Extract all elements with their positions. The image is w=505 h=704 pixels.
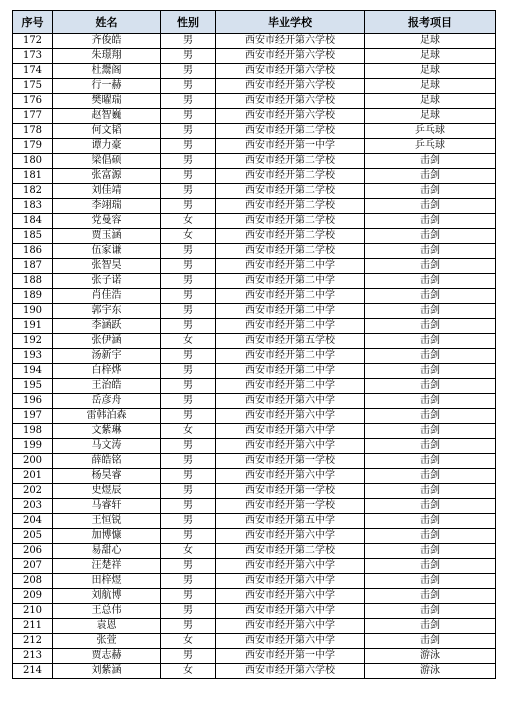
cell-seq: 188 [13, 274, 53, 289]
cell-gender: 男 [161, 304, 216, 319]
cell-event: 乒乓球 [365, 139, 496, 154]
table-row [13, 529, 496, 544]
cell-name: 王总伟 [53, 604, 161, 619]
cell-school: 西安市经开第六中学 [216, 619, 365, 634]
cell-seq: 196 [13, 394, 53, 409]
cell-gender: 男 [161, 379, 216, 394]
cell-gender: 男 [161, 559, 216, 574]
header-gender: 性别 [161, 11, 216, 34]
table-row [13, 544, 496, 559]
cell-gender: 男 [161, 169, 216, 184]
cell-name: 赵智巍 [53, 109, 161, 124]
cell-gender: 男 [161, 529, 216, 544]
table-row [13, 229, 496, 244]
cell-event: 击剑 [365, 199, 496, 214]
cell-name: 杜鬶阁 [53, 64, 161, 79]
cell-name: 朱璟翔 [53, 49, 161, 64]
cell-school: 西安市经开第二学校 [216, 184, 365, 199]
cell-school: 西安市经开第二中学 [216, 349, 365, 364]
cell-school: 西安市经开第二中学 [216, 379, 365, 394]
cell-gender: 男 [161, 439, 216, 454]
cell-name: 刘佳靖 [53, 184, 161, 199]
cell-school: 西安市经开第二中学 [216, 289, 365, 304]
cell-school: 西安市经开第一学校 [216, 454, 365, 469]
table-row [13, 619, 496, 634]
cell-gender: 男 [161, 604, 216, 619]
cell-name: 杨昊睿 [53, 469, 161, 484]
cell-event: 击剑 [365, 214, 496, 229]
cell-seq: 199 [13, 439, 53, 454]
cell-event: 击剑 [365, 379, 496, 394]
cell-seq: 172 [13, 34, 53, 49]
cell-name: 张子诺 [53, 274, 161, 289]
table-row [13, 34, 496, 49]
cell-school: 西安市经开第六学校 [216, 49, 365, 64]
cell-seq: 198 [13, 424, 53, 439]
cell-event: 击剑 [365, 304, 496, 319]
cell-name: 王治皓 [53, 379, 161, 394]
cell-school: 西安市经开第一中学 [216, 649, 365, 664]
cell-school: 西安市经开第六学校 [216, 664, 365, 679]
table-row [13, 589, 496, 604]
cell-gender: 男 [161, 184, 216, 199]
cell-school: 西安市经开第二学校 [216, 154, 365, 169]
cell-school: 西安市经开第六中学 [216, 559, 365, 574]
cell-gender: 男 [161, 589, 216, 604]
cell-name: 梁倡硕 [53, 154, 161, 169]
cell-gender: 男 [161, 484, 216, 499]
table-row [13, 199, 496, 214]
cell-event: 击剑 [365, 529, 496, 544]
cell-event: 足球 [365, 34, 496, 49]
cell-gender: 男 [161, 454, 216, 469]
cell-school: 西安市经开第六学校 [216, 79, 365, 94]
cell-name: 张萱 [53, 634, 161, 649]
cell-seq: 193 [13, 349, 53, 364]
table-row [13, 634, 496, 649]
cell-gender: 女 [161, 664, 216, 679]
table-row [13, 319, 496, 334]
cell-seq: 210 [13, 604, 53, 619]
table-row [13, 394, 496, 409]
cell-seq: 181 [13, 169, 53, 184]
cell-name: 白梓烨 [53, 364, 161, 379]
cell-event: 击剑 [365, 634, 496, 649]
cell-event: 击剑 [365, 574, 496, 589]
cell-name: 党曼容 [53, 214, 161, 229]
cell-seq: 202 [13, 484, 53, 499]
cell-gender: 男 [161, 109, 216, 124]
cell-seq: 214 [13, 664, 53, 679]
cell-event: 击剑 [365, 259, 496, 274]
cell-gender: 女 [161, 334, 216, 349]
cell-seq: 190 [13, 304, 53, 319]
cell-name: 李翊瑞 [53, 199, 161, 214]
cell-name: 田梓煜 [53, 574, 161, 589]
table-row [13, 214, 496, 229]
cell-name: 岳彦舟 [53, 394, 161, 409]
table-row [13, 409, 496, 424]
cell-gender: 男 [161, 34, 216, 49]
cell-event: 击剑 [365, 559, 496, 574]
cell-event: 击剑 [365, 514, 496, 529]
cell-seq: 179 [13, 139, 53, 154]
cell-seq: 177 [13, 109, 53, 124]
cell-school: 西安市经开第二中学 [216, 259, 365, 274]
cell-seq: 185 [13, 229, 53, 244]
cell-gender: 男 [161, 469, 216, 484]
enrollment-sheet [12, 10, 495, 679]
cell-event: 击剑 [365, 439, 496, 454]
cell-gender: 男 [161, 274, 216, 289]
cell-event: 击剑 [365, 154, 496, 169]
cell-seq: 207 [13, 559, 53, 574]
cell-gender: 女 [161, 544, 216, 559]
cell-name: 肖佳浩 [53, 289, 161, 304]
cell-seq: 209 [13, 589, 53, 604]
cell-event: 击剑 [365, 244, 496, 259]
cell-name: 薛皓铭 [53, 454, 161, 469]
cell-event: 击剑 [365, 484, 496, 499]
cell-name: 张富源 [53, 169, 161, 184]
cell-seq: 203 [13, 499, 53, 514]
cell-seq: 175 [13, 79, 53, 94]
cell-gender: 男 [161, 259, 216, 274]
cell-gender: 男 [161, 514, 216, 529]
header-school: 毕业学校 [216, 11, 365, 34]
cell-event: 击剑 [365, 469, 496, 484]
cell-name: 加博慷 [53, 529, 161, 544]
cell-seq: 195 [13, 379, 53, 394]
cell-event: 击剑 [365, 349, 496, 364]
header-event: 报考项目 [365, 11, 496, 34]
cell-seq: 187 [13, 259, 53, 274]
table-row [13, 349, 496, 364]
table-row [13, 154, 496, 169]
cell-event: 击剑 [365, 409, 496, 424]
cell-gender: 男 [161, 574, 216, 589]
cell-name: 汪楚祥 [53, 559, 161, 574]
cell-name: 伍家谦 [53, 244, 161, 259]
cell-gender: 男 [161, 64, 216, 79]
cell-event: 击剑 [365, 184, 496, 199]
cell-event: 击剑 [365, 454, 496, 469]
cell-seq: 183 [13, 199, 53, 214]
table-row [13, 259, 496, 274]
cell-name: 马睿轩 [53, 499, 161, 514]
cell-gender: 女 [161, 634, 216, 649]
table-row [13, 484, 496, 499]
table-body [13, 34, 496, 679]
cell-gender: 男 [161, 499, 216, 514]
cell-gender: 女 [161, 229, 216, 244]
cell-gender: 男 [161, 649, 216, 664]
cell-name: 贾志赫 [53, 649, 161, 664]
cell-event: 击剑 [365, 544, 496, 559]
cell-name: 刘航博 [53, 589, 161, 604]
cell-name: 王恒锐 [53, 514, 161, 529]
cell-seq: 205 [13, 529, 53, 544]
cell-gender: 男 [161, 244, 216, 259]
cell-seq: 192 [13, 334, 53, 349]
table-row [13, 469, 496, 484]
cell-seq: 186 [13, 244, 53, 259]
table-row [13, 169, 496, 184]
cell-gender: 男 [161, 79, 216, 94]
cell-seq: 211 [13, 619, 53, 634]
header-row [13, 11, 496, 34]
header-seq: 序号 [13, 11, 53, 34]
cell-seq: 213 [13, 649, 53, 664]
cell-school: 西安市经开第六中学 [216, 529, 365, 544]
cell-seq: 189 [13, 289, 53, 304]
cell-event: 击剑 [365, 334, 496, 349]
table-row [13, 499, 496, 514]
table-row [13, 124, 496, 139]
cell-school: 西安市经开第二学校 [216, 544, 365, 559]
table-row [13, 664, 496, 679]
table-row [13, 49, 496, 64]
cell-event: 足球 [365, 79, 496, 94]
table-row [13, 604, 496, 619]
cell-seq: 180 [13, 154, 53, 169]
cell-school: 西安市经开第六中学 [216, 574, 365, 589]
header-name: 姓名 [53, 11, 161, 34]
cell-gender: 男 [161, 394, 216, 409]
cell-event: 游泳 [365, 664, 496, 679]
cell-event: 击剑 [365, 289, 496, 304]
cell-gender: 女 [161, 214, 216, 229]
cell-event: 击剑 [365, 229, 496, 244]
table-row [13, 244, 496, 259]
cell-seq: 178 [13, 124, 53, 139]
cell-name: 樊曜瑞 [53, 94, 161, 109]
cell-name: 张伊涵 [53, 334, 161, 349]
cell-name: 史煜辰 [53, 484, 161, 499]
cell-school: 西安市经开第六学校 [216, 94, 365, 109]
cell-school: 西安市经开第五中学 [216, 514, 365, 529]
cell-event: 击剑 [365, 169, 496, 184]
cell-school: 西安市经开第二学校 [216, 169, 365, 184]
cell-seq: 194 [13, 364, 53, 379]
cell-name: 贾玉涵 [53, 229, 161, 244]
cell-school: 西安市经开第二中学 [216, 304, 365, 319]
cell-event: 击剑 [365, 394, 496, 409]
cell-gender: 男 [161, 364, 216, 379]
cell-gender: 男 [161, 349, 216, 364]
cell-school: 西安市经开第一学校 [216, 484, 365, 499]
cell-school: 西安市经开第二学校 [216, 199, 365, 214]
cell-gender: 男 [161, 289, 216, 304]
cell-event: 击剑 [365, 424, 496, 439]
cell-seq: 206 [13, 544, 53, 559]
table-row [13, 379, 496, 394]
cell-gender: 男 [161, 619, 216, 634]
cell-school: 西安市经开第一中学 [216, 139, 365, 154]
cell-school: 西安市经开第二学校 [216, 214, 365, 229]
cell-school: 西安市经开第六中学 [216, 589, 365, 604]
cell-gender: 男 [161, 154, 216, 169]
cell-seq: 204 [13, 514, 53, 529]
cell-event: 击剑 [365, 274, 496, 289]
table-row [13, 94, 496, 109]
cell-event: 足球 [365, 64, 496, 79]
cell-seq: 208 [13, 574, 53, 589]
cell-name: 刘紫涵 [53, 664, 161, 679]
table-row [13, 109, 496, 124]
cell-school: 西安市经开第五学校 [216, 334, 365, 349]
cell-event: 乒乓球 [365, 124, 496, 139]
cell-name: 行一赫 [53, 79, 161, 94]
table-row [13, 184, 496, 199]
cell-gender: 男 [161, 409, 216, 424]
table-row [13, 304, 496, 319]
table-row [13, 79, 496, 94]
cell-name: 齐俊皓 [53, 34, 161, 49]
table-row [13, 139, 496, 154]
student-table [12, 10, 496, 679]
cell-school: 西安市经开第六中学 [216, 469, 365, 484]
cell-school: 西安市经开第二学校 [216, 124, 365, 139]
cell-name: 李涵跃 [53, 319, 161, 334]
table-row [13, 364, 496, 379]
table-row [13, 439, 496, 454]
cell-seq: 173 [13, 49, 53, 64]
cell-gender: 男 [161, 319, 216, 334]
cell-name: 袁恩 [53, 619, 161, 634]
cell-event: 击剑 [365, 499, 496, 514]
cell-name: 何文韬 [53, 124, 161, 139]
cell-name: 汤新宇 [53, 349, 161, 364]
cell-seq: 176 [13, 94, 53, 109]
table-row [13, 64, 496, 79]
cell-seq: 200 [13, 454, 53, 469]
table-row [13, 514, 496, 529]
cell-event: 击剑 [365, 589, 496, 604]
cell-school: 西安市经开第二中学 [216, 274, 365, 289]
cell-gender: 女 [161, 424, 216, 439]
cell-event: 游泳 [365, 649, 496, 664]
cell-gender: 男 [161, 199, 216, 214]
cell-seq: 197 [13, 409, 53, 424]
table-row [13, 454, 496, 469]
cell-school: 西安市经开第二中学 [216, 319, 365, 334]
cell-school: 西安市经开第一学校 [216, 499, 365, 514]
cell-school: 西安市经开第六中学 [216, 409, 365, 424]
cell-seq: 182 [13, 184, 53, 199]
table-row [13, 559, 496, 574]
cell-name: 文紫琳 [53, 424, 161, 439]
cell-seq: 184 [13, 214, 53, 229]
cell-school: 西安市经开第六中学 [216, 604, 365, 619]
cell-seq: 191 [13, 319, 53, 334]
cell-event: 击剑 [365, 604, 496, 619]
cell-event: 足球 [365, 49, 496, 64]
cell-seq: 174 [13, 64, 53, 79]
cell-gender: 男 [161, 139, 216, 154]
table-row [13, 649, 496, 664]
cell-school: 西安市经开第六学校 [216, 34, 365, 49]
table-row [13, 274, 496, 289]
table-row [13, 289, 496, 304]
cell-event: 击剑 [365, 319, 496, 334]
cell-event: 击剑 [365, 619, 496, 634]
cell-school: 西安市经开第六中学 [216, 634, 365, 649]
cell-name: 易甜心 [53, 544, 161, 559]
cell-name: 雷韩泊森 [53, 409, 161, 424]
cell-school: 西安市经开第二中学 [216, 364, 365, 379]
cell-school: 西安市经开第六中学 [216, 394, 365, 409]
cell-event: 足球 [365, 94, 496, 109]
cell-school: 西安市经开第六学校 [216, 64, 365, 79]
cell-event: 足球 [365, 109, 496, 124]
cell-name: 郭宇东 [53, 304, 161, 319]
cell-name: 谭力豪 [53, 139, 161, 154]
cell-school: 西安市经开第六学校 [216, 109, 365, 124]
table-row [13, 334, 496, 349]
table-row [13, 574, 496, 589]
cell-seq: 201 [13, 469, 53, 484]
table-row [13, 424, 496, 439]
cell-school: 西安市经开第二学校 [216, 229, 365, 244]
cell-gender: 男 [161, 124, 216, 139]
cell-name: 马文涛 [53, 439, 161, 454]
cell-event: 击剑 [365, 364, 496, 379]
cell-school: 西安市经开第六中学 [216, 439, 365, 454]
cell-gender: 男 [161, 49, 216, 64]
cell-seq: 212 [13, 634, 53, 649]
cell-school: 西安市经开第六中学 [216, 424, 365, 439]
cell-school: 西安市经开第二学校 [216, 244, 365, 259]
cell-name: 张智昊 [53, 259, 161, 274]
cell-gender: 男 [161, 94, 216, 109]
